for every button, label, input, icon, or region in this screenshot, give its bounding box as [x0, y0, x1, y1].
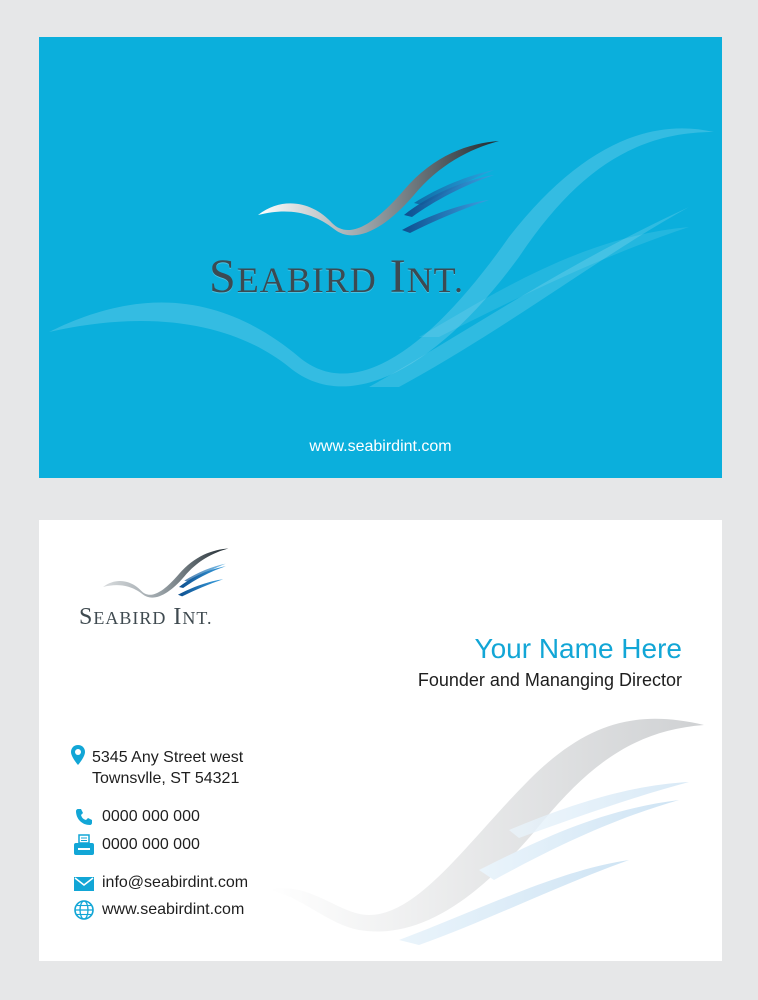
- brand-wordmark-small: [79, 604, 213, 631]
- address-line-1: 5345 Any Street west: [92, 749, 244, 766]
- seabird-logo-icon: [254, 135, 504, 245]
- brand-rest-2: NT.: [182, 608, 213, 628]
- brand-initial-2: I: [389, 250, 407, 303]
- business-card-back: [39, 520, 722, 961]
- brand-wordmark: [209, 249, 589, 304]
- person-title: Founder and Mananging Director: [417, 670, 682, 690]
- seabird-logo-icon-small: [101, 544, 231, 604]
- location-pin-icon: [71, 745, 85, 765]
- phone-icon: [75, 808, 93, 826]
- brand-initial-2: I: [173, 604, 183, 630]
- brand-rest-2: NT.: [406, 260, 465, 300]
- brand-initial: S: [209, 250, 237, 303]
- business-card-front: [39, 37, 722, 478]
- envelope-icon: [74, 877, 94, 891]
- fax-number: 0000 000 000: [102, 836, 200, 853]
- fax-icon: [73, 834, 95, 856]
- address-line-2: Townsvlle, ST 54321: [92, 770, 240, 787]
- website-text: www.seabirdint.com: [309, 438, 452, 455]
- brand-initial: S: [79, 604, 94, 630]
- email-text: info@seabirdint.com: [102, 874, 249, 891]
- globe-icon: [74, 900, 94, 920]
- brand-rest: EABIRD: [236, 260, 377, 300]
- website-text-back: www.seabirdint.com: [102, 901, 245, 918]
- person-name: Your Name Here: [474, 633, 682, 664]
- phone-number: 0000 000 000: [102, 808, 200, 825]
- brand-rest: EABIRD: [93, 608, 167, 628]
